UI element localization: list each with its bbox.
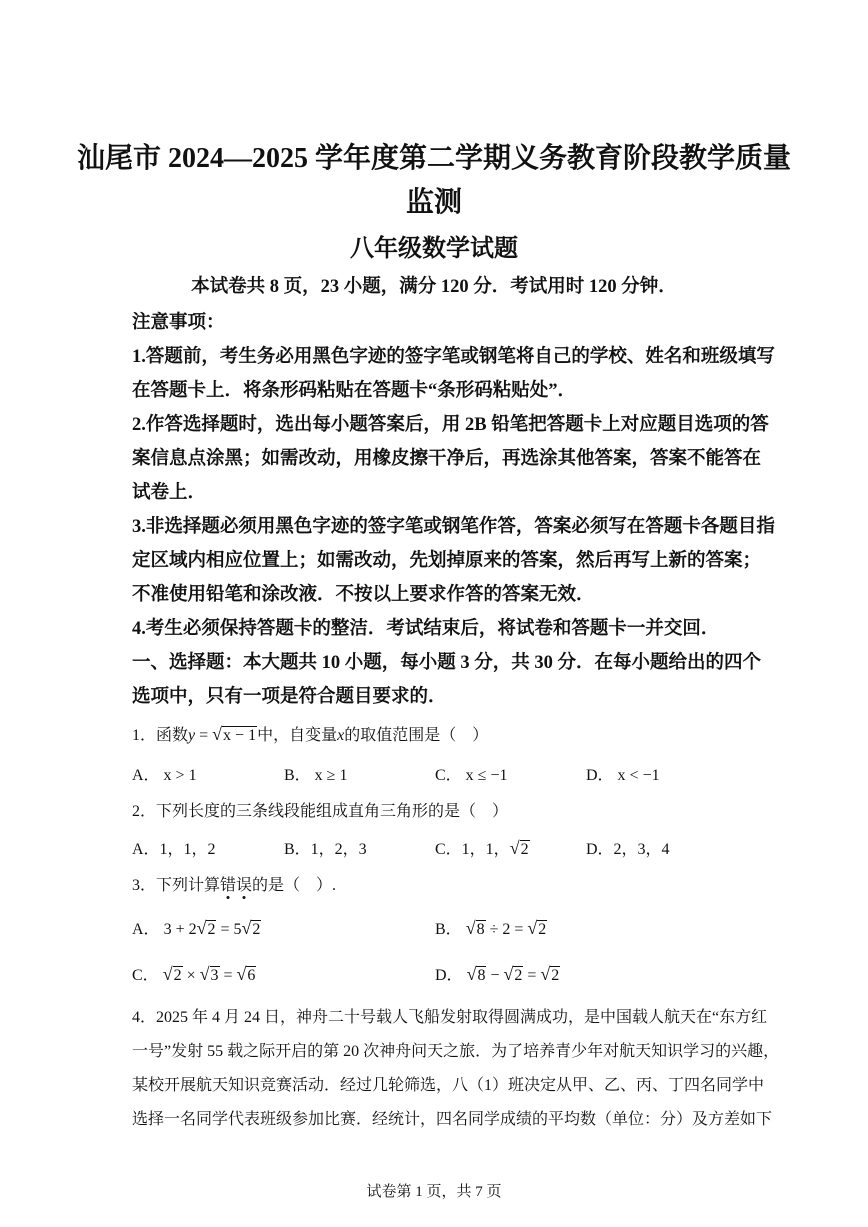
sqrt-expression: √2 bbox=[527, 918, 547, 938]
section-heading: 一、选择题：本大题共 10 小题，每小题 3 分，共 30 分．在每小题给出的四个 bbox=[132, 653, 762, 673]
question-3-stem: 3．下列计算错误的是（ ）. bbox=[132, 877, 337, 894]
notice-line: 试卷上． bbox=[132, 483, 207, 503]
notice-line: 案信息点涂黑；如需改动，用橡皮擦干净后，再选涂其他答案，答案不能答在 bbox=[132, 449, 762, 469]
page-title-line1: 汕尾市 2024—2025 学年度第二学期义务教育阶段教学质量 bbox=[76, 143, 791, 174]
option-c[interactable]: C． x ≤ −1 bbox=[435, 767, 508, 784]
notice-line: 1.答题前，考生务必用黑色字迹的签字笔或钢笔将自己的学校、姓名和班级填写 bbox=[132, 347, 775, 367]
sqrt-expression: √2 bbox=[196, 918, 216, 938]
sqrt-expression: √3 bbox=[199, 964, 219, 984]
sqrt-expression: √8 bbox=[466, 964, 486, 984]
notice-line: 定区域内相应位置上；如需改动，先划掉原来的答案，然后再写上新的答案； bbox=[132, 551, 762, 571]
option-d[interactable]: D． √8 − √2 = √2 bbox=[435, 964, 560, 984]
option-a[interactable]: A． x > 1 bbox=[132, 767, 197, 784]
option-b[interactable]: B． √8 ÷ 2 = √2 bbox=[435, 918, 547, 938]
sqrt-expression: √2 bbox=[509, 838, 529, 858]
notice-line: 不准使用铅笔和涂改液．不按以上要求作答的答案无效． bbox=[132, 585, 595, 605]
notice-line: 2.作答选择题时，选出每小题答案后，用 2B 铅笔把答题卡上对应题目选项的答 bbox=[132, 415, 769, 435]
notice-line: 在答题卡上．将条形码粘贴在答题卡“条形码粘贴处”． bbox=[132, 381, 577, 401]
option-c[interactable]: C．1，1，√2 bbox=[435, 838, 529, 858]
notice-line: 3.非选择题必须用黑色字迹的签字笔或钢笔作答，答案必须写在答题卡各题目指 bbox=[132, 517, 775, 537]
question-4-line: 某校开展航天知识竞赛活动．经过几轮筛选，八（1）班决定从甲、乙、丙、丁四名同学中 bbox=[132, 1077, 765, 1094]
option-d[interactable]: D．2，3，4 bbox=[586, 841, 670, 858]
question-4-line: 一号”发射 55 载之际开启的第 20 次神舟问天之旅．为了培养青少年对航天知识学习的兴趣， bbox=[132, 1043, 780, 1060]
option-a[interactable]: A． 3 + 2√2 = 5√2 bbox=[132, 918, 261, 938]
option-b[interactable]: B． x ≥ 1 bbox=[284, 767, 348, 784]
notice-line: 4.考生必须保持答题卡的整洁．考试结束后，将试卷和答题卡一并交回． bbox=[132, 619, 720, 639]
option-a[interactable]: A．1，1，2 bbox=[132, 841, 216, 858]
page-title-line2: 监测 bbox=[405, 187, 462, 218]
sqrt-expression: √2 bbox=[540, 964, 560, 984]
notice-heading: 注意事项： bbox=[132, 313, 225, 333]
question-4-line: 4．2025 年 4 月 24 日，神舟二十号载人飞船发射取得圆满成功，是中国载人航天在“东方红 bbox=[132, 1009, 768, 1026]
sqrt-expression: √x − 1 bbox=[212, 724, 257, 744]
option-c[interactable]: C． √2 × √3 = √6 bbox=[132, 964, 256, 984]
sqrt-expression: √8 bbox=[465, 918, 485, 938]
exam-intro: 本试卷共 8 页，23 小题，满分 120 分．考试用时 120 分钟． bbox=[191, 277, 677, 297]
sqrt-expression: √2 bbox=[162, 964, 182, 984]
option-d[interactable]: D． x < −1 bbox=[586, 767, 660, 784]
page-footer: 试卷第 1 页，共 7 页 bbox=[366, 1184, 502, 1200]
page-subtitle: 八年级数学试题 bbox=[350, 236, 518, 262]
question-2-stem: 2．下列长度的三条线段能组成直角三角形的是（ ） bbox=[132, 803, 509, 820]
question-4-line: 选择一名同学代表班级参加比赛．经统计，四名同学成绩的平均数（单位：分）及方差如下 bbox=[132, 1111, 773, 1128]
sqrt-expression: √2 bbox=[241, 918, 261, 938]
section-heading: 选项中，只有一项是符合题目要求的． bbox=[132, 687, 447, 707]
question-1-stem: 1．函数y = √x − 1中，自变量x的取值范围是（ ） bbox=[132, 724, 489, 744]
option-b[interactable]: B．1，2，3 bbox=[284, 841, 367, 858]
sqrt-expression: √2 bbox=[503, 964, 523, 984]
sqrt-expression: √6 bbox=[236, 964, 256, 984]
